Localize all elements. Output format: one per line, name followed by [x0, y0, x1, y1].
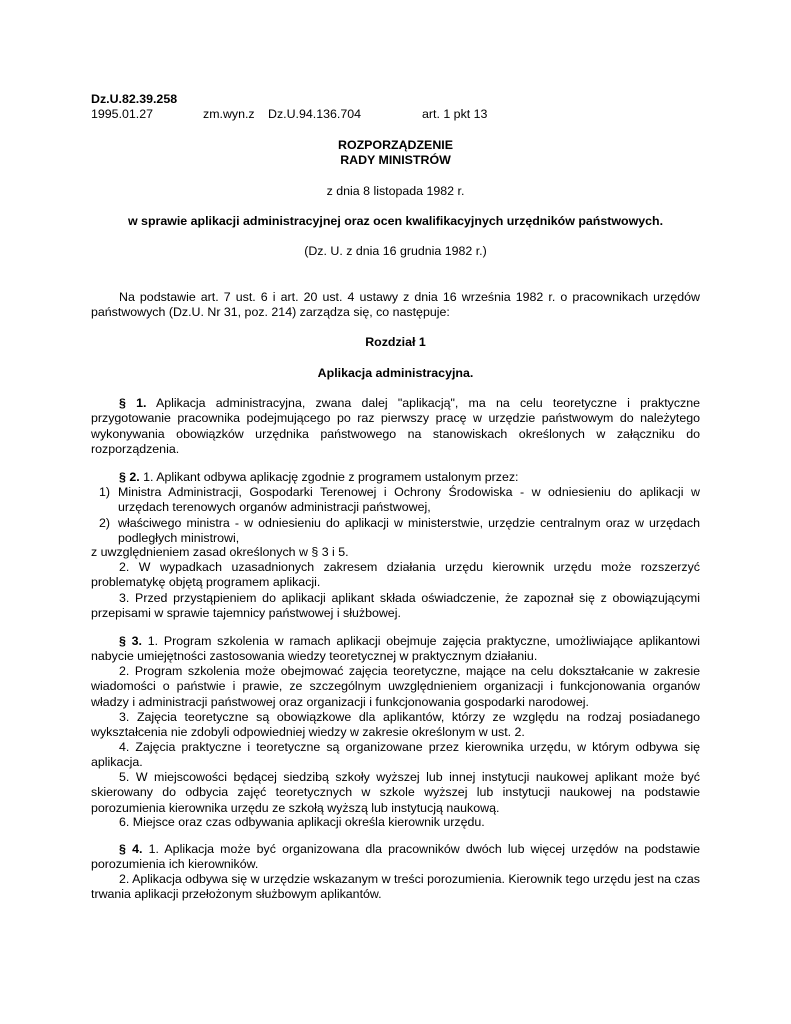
section-3-mark: § 3. — [119, 634, 142, 648]
change-reference: Dz.U.94.136.704 — [268, 107, 361, 121]
change-label: zm.wyn.z — [203, 107, 255, 121]
section-3-para-5 — [91, 770, 700, 816]
section-3-p2-text: 2. Program szkolenia może obejmować zajęcia teoretyczne, mające na celu dokształcanie w zakresie wiadomości o państwie i prawie, ze szczególnym uwzględnieniem organizacji i funkcjonowania organów władzy i administracji państwowej oraz organizacji i funkcjonowania gospodarki narodowej. — [91, 664, 700, 709]
doc-title-line1: ROZPORZĄDZENIE — [338, 138, 453, 152]
section-2-para-1 — [91, 470, 700, 485]
article-reference: art. 1 pkt 13 — [422, 107, 488, 121]
section-3-para-3 — [91, 710, 700, 741]
section-3-p6-text: 6. Miejsce oraz czas odbywania aplikacji określa kierownik urzędu. — [119, 815, 485, 829]
section-4-para-1 — [91, 842, 700, 873]
chapter-title: Aplikacja administracyjna. — [317, 366, 474, 380]
section-2-para-3 — [91, 591, 700, 622]
section-3-p3-text: 3. Zajęcia teoretyczne są obowiązkowe dla aplikantów, którzy ze względu na rodzaj posiadanego wykształcenia nie zdobyli odpowiedniej wiedzy w zakresie określonym w ust. 2. — [91, 710, 700, 740]
doc-subject: w sprawie aplikacji administracyjnej oraz ocen kwalifikacyjnych urzędników państwowych. — [127, 214, 664, 228]
section-2-p2-text: 2. W wypadkach uzasadnionych zakresem działania urzędu kierownik urzędu może rozszerzyć problematykę objętą programem aplikacji. — [91, 560, 700, 590]
list-item-number: 2) — [99, 515, 111, 530]
list-item — [91, 485, 700, 516]
section-1-text: Aplikacja administracyjna, zwana dalej "aplikacją", ma na celu teoretyczne i praktyczne przygotowanie pracownika podejmującego po raz pierwszy pracę w urzędzie państwowym do należytego wykonywania obowiązków urzędnika państwowego na stanowiskach określonych w załączniku do rozporządzenia. — [91, 396, 701, 457]
journal-reference: Dz.U.82.39.258 — [91, 92, 178, 106]
section-3-p5-text: 5. W miejscowości będącej siedzibą szkoły wyższej lub innej instytucji naukowej aplikant może być skierowany do odbycia zajęć teoretycznych w szkole wyższej lub instytucji naukowej na podstawie porozumienia kierownika urzędu ze szkołą wyższą lub instytucją naukową. — [91, 770, 700, 815]
section-3-para-2 — [91, 664, 700, 710]
section-2-p1-text: 1. Aplikant odbywa aplikację zgodnie z programem ustalonym przez: — [143, 470, 519, 484]
doc-title-line2: RADY MINISTRÓW — [340, 153, 451, 167]
section-3-para-4 — [91, 740, 700, 771]
section-2-mark: § 2. — [119, 470, 140, 484]
chapter-label: Rozdział 1 — [365, 335, 426, 349]
section-1-mark: § 1. — [119, 396, 147, 410]
section-3-para-6 — [91, 815, 700, 830]
doc-date: z dnia 8 listopada 1982 r. — [326, 184, 465, 198]
section-2-para-2 — [91, 560, 700, 591]
section-2-list — [91, 485, 700, 547]
list-item-number: 1) — [99, 485, 111, 499]
list-item-text: Ministra Administracji, Gospodarki Terenowej i Ochrony Środowiska - w odniesieniu do aplikacji w urzędach terenowych organów administracji państwowej, — [118, 485, 700, 515]
section-4-mark: § 4. — [119, 842, 143, 856]
section-3-p4-text: 4. Zajęcia praktyczne i teoretyczne są organizowane przez kierownika urzędu, w którym odbywa się aplikacja. — [91, 740, 700, 770]
section-4-p1-text: 1. Aplikacja może być organizowana dla pracowników dwóch lub więcej urzędów na podstawie porozumienia ich kierowników. — [91, 842, 700, 872]
preamble-text: Na podstawie art. 7 ust. 6 i art. 20 ust. 4 ustawy z dnia 16 września 1982 r. o pracownikach urzędów państwowych (Dz.U. Nr 31, poz. 214) zarządza się, co następuje: — [91, 290, 700, 320]
section-4-p2-text: 2. Aplikacja odbywa się w urzędzie wskazanym w treści porozumienia. Kierownik tego urzędu jest na czas trwania aplikacji przełożonym służbowym aplikantów. — [91, 872, 700, 902]
preamble — [91, 290, 700, 321]
section-3-p1-text: 1. Program szkolenia w ramach aplikacji obejmuje zajęcia praktyczne, umożliwiające aplikantowi nabycie umiejętności zastosowania wiedzy teoretycznej w praktycznym działaniu. — [91, 634, 700, 664]
section-2-tail: z uwzględnieniem zasad określonych w § 3 i 5. — [91, 545, 349, 559]
section-4-para-2 — [91, 872, 700, 903]
list-item-text: właściwego ministra - w odniesieniu do aplikacji w ministerstwie, urzędzie centralnym oraz w urzędach podległych ministrowi, — [118, 515, 700, 546]
section-3-para-1 — [91, 634, 700, 665]
section-2-p3-text: 3. Przed przystąpieniem do aplikacji aplikant składa oświadczenie, że zapoznał się z obowiązującymi przepisami w sprawie tajemnicy państwowej i służbowej. — [91, 591, 700, 621]
doc-publication: (Dz. U. z dnia 16 grudnia 1982 r.) — [304, 244, 487, 258]
section-1 — [91, 396, 700, 458]
header-date: 1995.01.27 — [91, 107, 154, 121]
list-item — [91, 516, 700, 547]
